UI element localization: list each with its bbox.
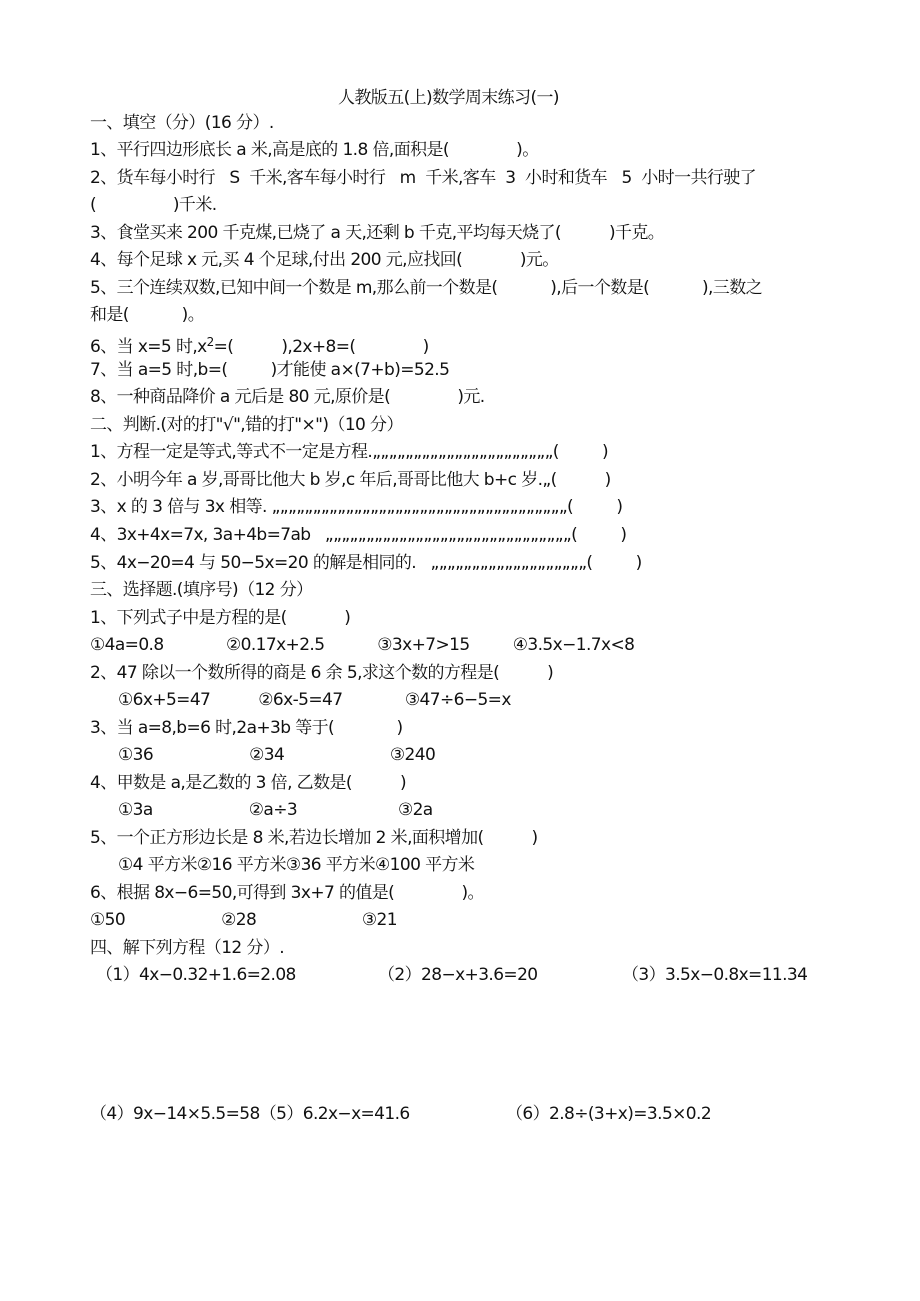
question: 4、3x+4x=7x, 3a+4b=7ab „„„„„„„„„„„„„„„„„„„„„„„„„„„„„„( ) [90,525,627,545]
question: 1、平行四边形底长 a 米,高是底的 1.8 倍,面积是( )。 [90,140,539,160]
question: 5、三个连续双数,已知中间一个数是 m,那么前一个数是( ),后一个数是( ),三数之 [90,278,763,298]
options: ①6x+5=47 ②6x-5=47 ③47÷6−5=x [118,690,511,710]
question: 6、根据 8x−6=50,可得到 3x+7 的值是( )。 [90,883,484,903]
question: 4、甲数是 a,是乙数的 3 倍, 乙数是( ) [90,773,406,793]
question: 8、一种商品降价 a 元后是 80 元,原价是( )元. [90,387,485,407]
question: 4、每个足球 x 元,买 4 个足球,付出 200 元,应找回( )元。 [90,250,559,270]
section-4-heading: 四、解下列方程（12 分）. [90,938,285,958]
equation: （6）2.8÷(3+x)=3.5×0.2 [506,1104,712,1124]
question: 3、x 的 3 倍与 3x 相等. „„„„„„„„„„„„„„„„„„„„„„„„„„„„„„„„„„„„( ) [90,497,623,517]
question: 2、小明今年 a 岁,哥哥比他大 b 岁,c 年后,哥哥比他大 b+c 岁.„( ) [90,470,611,490]
question: 3、当 a=8,b=6 时,2a+3b 等于( ) [90,718,403,738]
options: ①50 ②28 ③21 [90,910,397,930]
section-2-heading: 二、判断.(对的打"√",错的打"×")（10 分） [90,415,403,435]
options: ①3a ②a÷3 ③2a [118,800,433,820]
question: 2、47 除以一个数所得的商是 6 余 5,求这个数的方程是( ) [90,663,554,683]
question: 3、食堂买来 200 千克煤,已烧了 a 天,还剩 b 千克,平均每天烧了( )千克。 [90,223,665,243]
options: ①4 平方米②16 平方米③36 平方米④100 平方米 [118,855,475,875]
equation: （4）9x−14×5.5=58（5）6.2x−x=41.6 [90,1104,410,1124]
equation: （3）3.5x−0.8x=11.34 [622,965,808,985]
page-title: 人教版五(上)数学周末练习(一) [338,88,559,108]
question: 2、货车每小时行 S 千米,客车每小时行 m 千米,客车 3 小时和货车 5 小时一共行驶了 [90,168,757,188]
question-continued: ( )千米. [90,195,217,215]
question: 7、当 a=5 时,b=( )才能使 a×(7+b)=52.5 [90,360,450,380]
question-text: =( ),2x+8=( ) [213,337,429,357]
options: ①36 ②34 ③240 [118,745,436,765]
section-3-heading: 三、选择题.(填序号)（12 分） [90,580,313,600]
question: 1、方程一定是等式,等式不一定是方程.„„„„„„„„„„„„„„„„„„„„„„( ) [90,442,609,462]
question: 5、4x−20=4 与 50−5x=20 的解是相同的. „„„„„„„„„„„„„„„„„„„( ) [90,553,642,573]
exponent: 2 [206,335,214,349]
question-continued: 和是( )。 [90,305,205,325]
options: ①4a=0.8 ②0.17x+2.5 ③3x+7>15 ④3.5x−1.7x<8 [90,635,635,655]
question [90,331,429,358]
question: 5、一个正方形边长是 8 米,若边长增加 2 米,面积增加( ) [90,828,538,848]
section-1-heading: 一、填空（分）(16 分）. [90,113,274,133]
equation: （2）28−x+3.6=20 [378,965,538,985]
equation: （1）4x−0.32+1.6=2.08 [96,965,296,985]
question: 1、下列式子中是方程的是( ) [90,608,351,628]
question-text: 6、当 x=5 时,x [90,337,207,357]
